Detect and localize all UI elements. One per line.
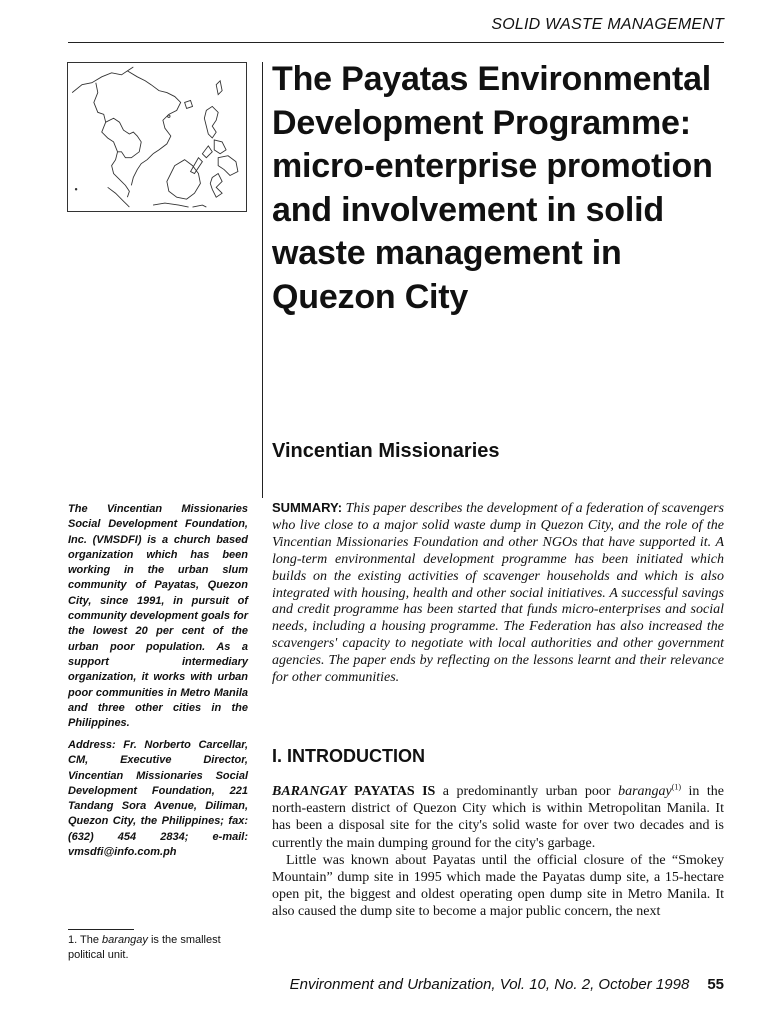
southeast-asia-map-icon — [68, 63, 246, 211]
introduction-body — [272, 783, 724, 921]
intro-p1-term: barangay — [618, 784, 672, 799]
footnote-text: is the smallest political unit. — [68, 934, 221, 961]
intro-paragraph-2: Little was known about Payatas until the official closure of the “Smokey Mountain” dump site in 1995 which made the Payatas dump site, a 15-hectare open pit, the biggest and oldest operating open dump site in Metro Manila. It also caused the dump site to become a major public concern, the next — [272, 852, 724, 920]
article-title: The Payatas Environmental Development Programme: micro-enterprise promotion and involvement in solid waste management in Quezon City — [272, 60, 713, 316]
footnote-term: barangay — [102, 934, 148, 946]
intro-p1-a: a predominantly urban poor — [435, 784, 619, 799]
page-number: 55 — [707, 976, 724, 993]
intro-p1-b: in the north-eastern district of Quezon City which is within Metropolitan Manila. It has been a disposal site for the city's solid waste for over two decades and is currently the main dumping ground for the city's garbage. — [272, 784, 724, 851]
summary — [272, 500, 724, 687]
summary-label: SUMMARY: — [272, 500, 343, 515]
column-rule — [262, 62, 263, 498]
section-heading-introduction: I. INTRODUCTION — [272, 746, 425, 766]
intro-lead-in-bold: PAYATAS IS — [346, 784, 436, 799]
running-head: SOLID WASTE MANAGEMENT — [491, 16, 724, 33]
footnote — [68, 933, 248, 963]
footnote-rule — [68, 929, 134, 930]
journal-footer — [68, 976, 724, 993]
summary-text: This paper describes the development of a federation of scavengers who live close to a major solid waste dump in Quezon City, and the role of the Vincentian Missionaries Foundation and other NGOs that have supported it. A long-term environmental development programme has been initiated which builds on the existing activities of scavenger households and which is also integrated with housing, health and other social initiatives. A successful savings and credit programme has been started that funds micro-enterprises and social needs, including a housing programme. The Federation has also increased the scavengers' capacity to negotiate with local authorities and other government agencies. The paper ends by reflecting on the lessons learnt and their relevance for other communities. — [272, 501, 724, 686]
location-map — [67, 62, 247, 212]
article-author: Vincentian Missionaries — [272, 440, 500, 462]
author-address: Address: Fr. Norberto Carcellar, CM, Executive Director, Vincentian Missionaries Social Development Foundation, 221 Tandang Sora Avenue, Diliman, Quezon City, the Philippines; fax: (632) 454 2834; e-mail: vmsdfi@info.com.ph — [68, 739, 248, 859]
footnote-prefix: 1. The — [68, 934, 103, 946]
header-rule — [68, 42, 724, 43]
intro-lead-in-italic: BARANGAY — [272, 784, 347, 799]
author-bio: The Vincentian Missionaries Social Development Foundation, Inc. (VMSDFI) is a church based organization which has been working in the urban slum community of Payatas, Quezon City, since 1991, in pursuit of community development goals for the lowest 20 per cent of the urban poor population. As a support intermediary organization, it works with urban poor communities in Metro Manila and three other cities in the Philippines. — [68, 503, 248, 730]
journal-citation: Environment and Urbanization, Vol. 10, No. 2, October 1998 — [289, 976, 690, 993]
intro-lead-in — [272, 784, 435, 799]
intro-footnote-marker: (1) — [671, 782, 682, 792]
